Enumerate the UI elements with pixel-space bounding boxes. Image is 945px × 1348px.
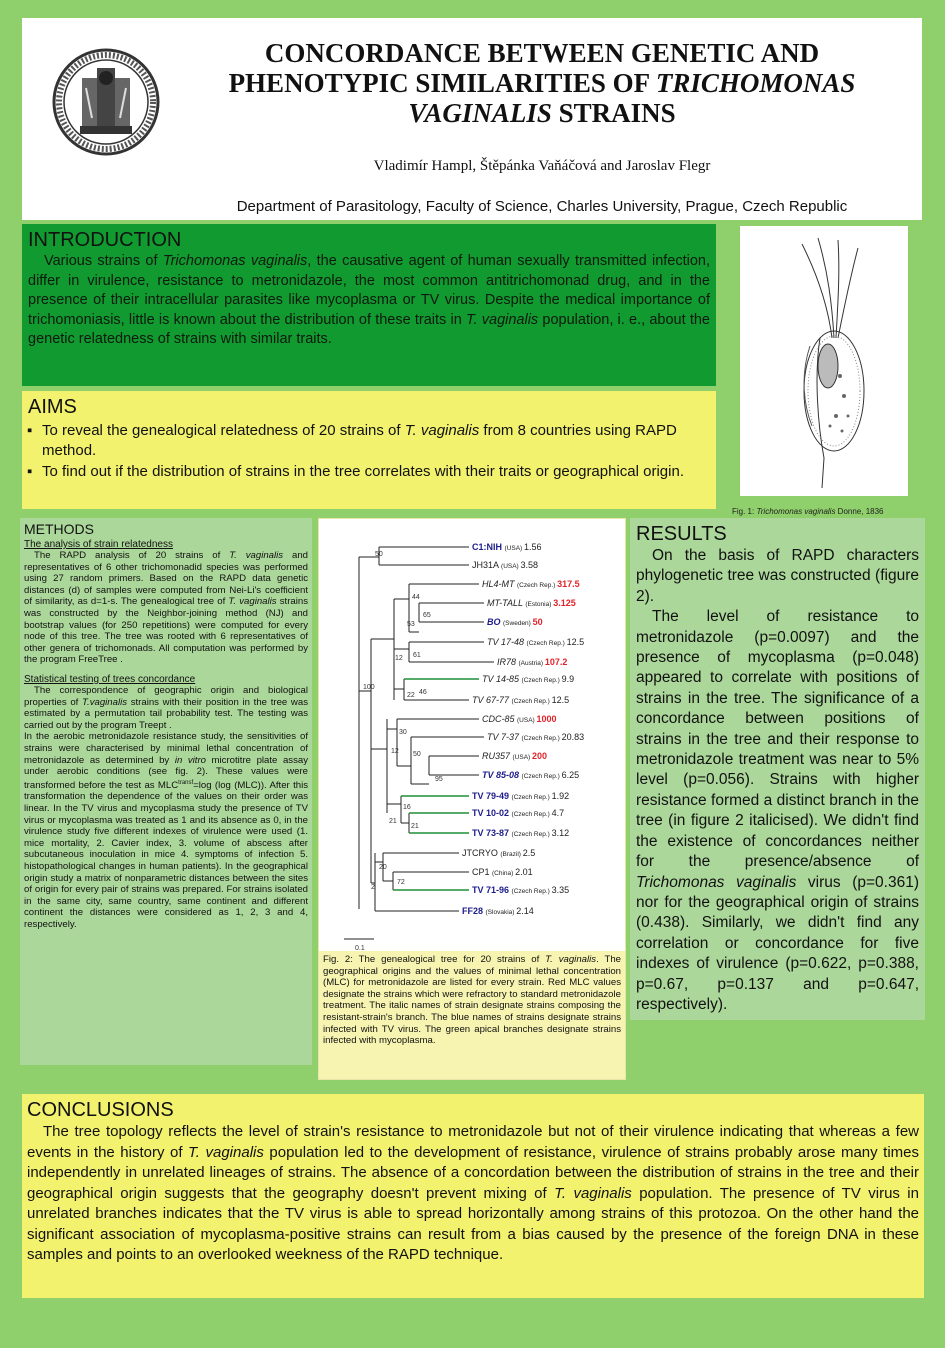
aims-list bbox=[28, 421, 710, 482]
introduction-section bbox=[22, 224, 716, 386]
introduction-heading: INTRODUCTION bbox=[28, 229, 182, 251]
scale-label: 0.1 bbox=[355, 945, 365, 951]
bootstrap-label: 12 bbox=[395, 655, 403, 662]
bootstrap-label: 61 bbox=[413, 652, 421, 659]
poster-header bbox=[22, 18, 922, 220]
methods-text: The RAPD analysis of 20 strains of T. vaginalis and representatives of 6 other trichomonadid species was performed using 27 random primers. Based on the RAPD data genetic distances (d) of samples were computed from Nei-Li's coefficient of similarity, as d=1-s. The genealogical tree of T. vaginalis strains was constructed by the Neighbor-joining method (NJ) and bootstrap values (for 250 repetitions) were computed for every node of this tree. The tree was rooted with 6 representatives of other genera of trichomonads. All computation was performed by the program FreeTree . bbox=[24, 550, 308, 666]
strain-label: IR78 (Austria) 107.2 bbox=[497, 657, 568, 667]
figure2-caption: Fig. 2: The genealogical tree for 20 strains of T. vaginalis. The geographical origins and the values of minimal lethal concentration (MLC) for metronidazole are listed for every strain. Red MLC values designate the strains which were refractory to standard metronidazole treatment. The italic names of strain designate strains composing the resistant-strain's branch. The blue names of strains designate strains infected with TV virus. The green apical branches designate strains infected with mycoplasma. bbox=[319, 951, 625, 1079]
bootstrap-label: 46 bbox=[419, 689, 427, 696]
aims-item: ▪ To find out if the distribution of strains in the tree correlates with their traits or geographical origin. bbox=[28, 462, 710, 482]
methods-subheading: Statistical testing of trees concordance bbox=[24, 673, 196, 685]
bootstrap-label: 44 bbox=[412, 594, 420, 601]
results-section bbox=[630, 518, 925, 1020]
aims-section bbox=[22, 391, 716, 509]
bootstrap-label: 100 bbox=[363, 684, 375, 691]
strain-label: TV 73-87 (Czech Rep.) 3.12 bbox=[472, 828, 570, 838]
conclusions-section bbox=[22, 1094, 924, 1298]
strain-label: TV 85-08 (Czech Rep.) 6.25 bbox=[482, 770, 580, 780]
bootstrap-label: 16 bbox=[403, 804, 411, 811]
strain-label: FF28 (Slovakia) 2.14 bbox=[462, 906, 534, 916]
authors: Vladimír Hampl, Štěpánka Vaňáčová and Jaroslav Flegr bbox=[373, 158, 711, 174]
methods-heading: METHODS bbox=[24, 521, 94, 537]
bootstrap-label: 22 bbox=[407, 692, 415, 699]
phylogenetic-tree bbox=[319, 519, 625, 951]
strain-label: MT-TALL (Estonia) 3.125 bbox=[487, 598, 576, 608]
strain-label: TV 17-48 (Czech Rep.) 12.5 bbox=[487, 637, 585, 647]
bootstrap-label: 2 bbox=[371, 884, 375, 891]
strain-label: JH31A (USA) 3.58 bbox=[472, 560, 539, 570]
bootstrap-label: 95 bbox=[435, 776, 443, 783]
bootstrap-label: 20 bbox=[379, 864, 387, 871]
trichomonas-cell-icon bbox=[740, 226, 908, 496]
strain-label: TV 10-02 (Czech Rep.) 4.7 bbox=[472, 808, 565, 818]
bootstrap-label: 50 bbox=[375, 551, 383, 558]
strain-label: RU357 (USA) 200 bbox=[482, 751, 548, 761]
strain-label: BO (Sweden) 50 bbox=[487, 617, 543, 627]
bootstrap-label: 72 bbox=[397, 879, 405, 886]
bootstrap-label: 21 bbox=[411, 823, 419, 830]
affiliation: Department of Parasitology, Faculty of Science, Charles University, Prague, Czech Republic bbox=[236, 198, 848, 215]
bootstrap-label: 50 bbox=[413, 751, 421, 758]
strain-label: JTCRYO (Brazil) 2.5 bbox=[462, 848, 536, 858]
strain-label: TV 71-96 (Czech Rep.) 3.35 bbox=[472, 885, 570, 895]
conclusions-heading: CONCLUSIONS bbox=[27, 1099, 174, 1121]
strain-label: TV 79-49 (Czech Rep.) 1.92 bbox=[472, 791, 570, 801]
bootstrap-label: 21 bbox=[389, 818, 397, 825]
bootstrap-label: 12 bbox=[391, 748, 399, 755]
methods-text: In the aerobic metronidazole resistance study, the sensitivities of strains were characterised by minimal lethal concentration of metronidazole as determined by in vitro microtitre plate assay under aerobic conditions (see fig. 2). These values were transformed before the test as $MLC^{transf}=\log$ (log (MLC)). After this transformation the dependence of the values on their order was linear. In the TV virus and mycoplasma study the presence of TV virus or mycoplasma was treated as 1 and its absence as 0, in the virulence study five different indexes of virulence were used (1. mice mortality, 2. Cavier index, 3. volume of abscess after subcutaneous inoculation in mice 4. symptoms of infection 5. histopathological changes in human patients). In the geographical origin study a matrix of nonparametric distances between the sites of origin for every pair of strains was prepared. For strains isolated in the same city, same country, same continent and different continent the distances were considered as 1, 2, 3 and 4, respectively. bbox=[24, 731, 309, 930]
results-heading: RESULTS bbox=[636, 523, 727, 545]
strain-label: CDC-85 (USA) 1000 bbox=[482, 714, 557, 724]
aims-item: ▪ To reveal the genealogical relatedness of 20 strains of T. vaginalis from 8 countries using RAPD method. bbox=[28, 421, 710, 461]
bootstrap-label: 53 bbox=[407, 621, 415, 628]
introduction-text: Various strains of Trichomonas vaginalis, the causative agent of human sexually transmitted infection, differ in virulence, resistance to metronidazole, the most common antitrichomonad drug, and in the presence of their intracellular parasites like mycoplasma or TV virus. Despite the medical importance of trichomoniasis, little is known about the distribution of these traits in T. vaginalis population, i. e., about the genetic relatedness of strains with similar traits. bbox=[28, 253, 711, 347]
results-text: On the basis of RAPD characters phylogenetic tree was constructed (figure 2). bbox=[636, 547, 919, 605]
strain-label: TV 67-77 (Czech Rep.) 12.5 bbox=[472, 695, 570, 705]
methods-subheading: The analysis of strain relatedness bbox=[24, 539, 173, 550]
poster-title: CONCORDANCE BETWEEN GENETIC AND PHENOTYPIC SIMILARITIES OF TRICHOMONAS VAGINALIS STRAINS bbox=[228, 38, 856, 128]
methods-section bbox=[20, 518, 312, 1065]
conclusions-text: The tree topology reflects the level of strain's resistance to metronidazole but not of their virulence indicating that whereas a few events in the history of T. vaginalis population led to the development of resistance, virulence of strains probably arose many times independently in unrelated lineages of strains. The absence of a concordation between the distribution of strains in the tree and their geographical origin suggests that the geography doesn't prevent mixing of T. vaginalis population. The presence of TV virus in unrelated branches indicates that the TV virus is able to spread horizontally among strains of this protozoa. On the other hand the significant association of mycoplasma-positive strains can result from a bias caused by the presence of the foreign DNA in these samples and points to an overlooked weekness of the RAPD technique. bbox=[27, 1123, 919, 1263]
bootstrap-label: 65 bbox=[423, 612, 431, 619]
bootstrap-label: 30 bbox=[399, 729, 407, 736]
results-text: The level of resistance to metronidazole (p=0.0097) and the presence of mycoplasma (p=0.048) appeared to correlate with positions of strains in the tree. The significance of a concordance between positions of strains in the tree and their response to metronidazole treatment was near to 5% level (p=0.056). Strains with higher resistance formed a distinct branch in the tree (in figure 2 italicised). We didn't find the existence of concordances neither for the presence/absence of Trichomonas vaginalis virus (p=0.361) nor for the geographical origin of strains (0.438). Similarly, we didn't find any correlation or concordance for five indexes of virulence (p=0.622, p=0.388, p=0.67, p=0.137 and p=0.647, respectively). bbox=[636, 608, 919, 1013]
aims-heading: AIMS bbox=[28, 396, 77, 418]
figure2-tree bbox=[318, 518, 626, 1080]
trichomonas-drawing bbox=[740, 226, 908, 496]
strain-label: HL4-MT (Czech Rep.) 317.5 bbox=[482, 579, 580, 589]
strain-label: TV 14-85 (Czech Rep.) 9.9 bbox=[482, 674, 575, 684]
strain-label: CP1 (China) 2.01 bbox=[472, 867, 533, 877]
methods-text: The correspondence of geographic origin and biological properties of T.vaginalis strains with their position in the tree was estimated by a permutation tail probability test. The testing was carried out by the program Treept . bbox=[24, 684, 308, 731]
figure1-caption: Fig. 1: Trichomonas vaginalis Donne, 1836 bbox=[732, 507, 884, 516]
strain-label: C1:NIH (USA) 1.56 bbox=[472, 542, 542, 552]
strain-label: TV 7-37 (Czech Rep.) 20.83 bbox=[487, 732, 585, 742]
university-seal-icon bbox=[52, 48, 160, 156]
